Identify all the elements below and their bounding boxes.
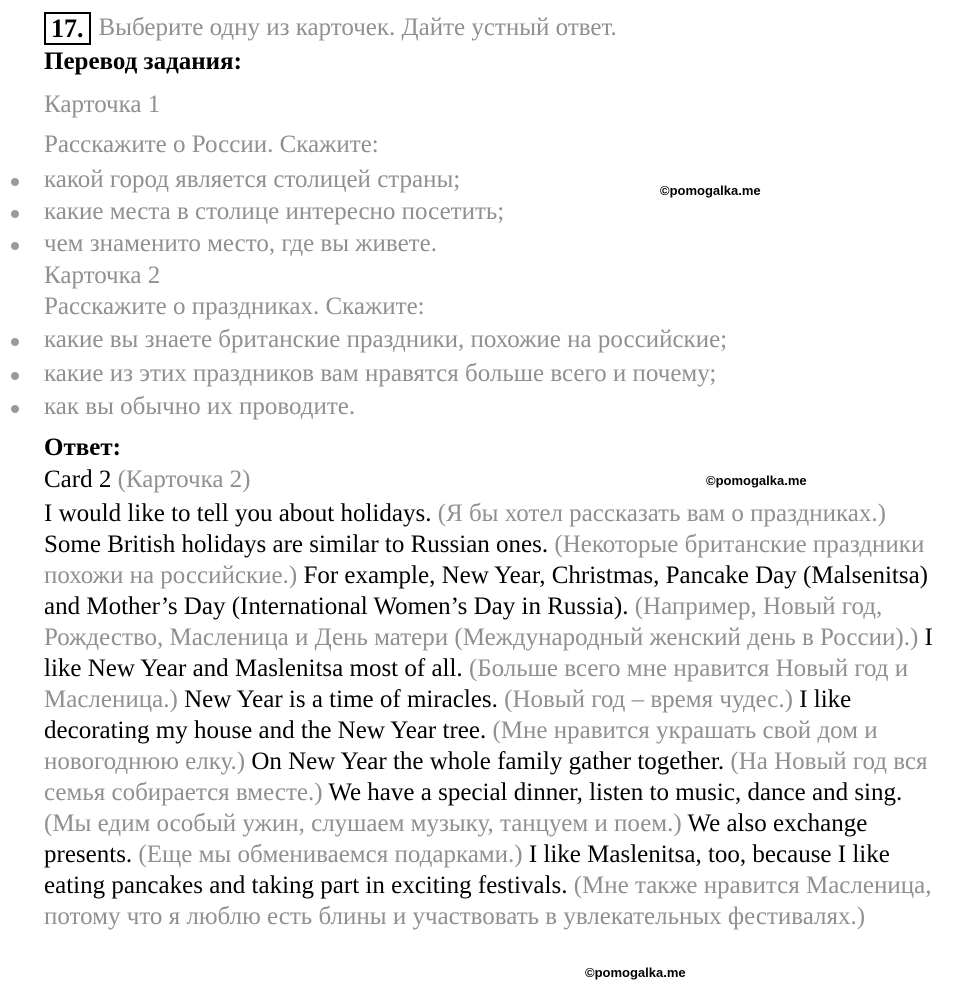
card1-bullet: чем знаменито место, где вы живете. [44, 230, 437, 257]
answer-text [44, 498, 944, 932]
card2-title: Карточка 2 [44, 262, 161, 289]
card2-bullet: какие из этих праздников вам нравятся больше всего и почему; [44, 360, 717, 387]
watermark: ©pomogalka.me [660, 183, 761, 198]
bullet-icon [11, 372, 19, 380]
answer-sentence-en: For example, New Year, Christmas, Pancake Day (Malsenitsa) and Mother’s Day (International Women’s Day in Russia). [44, 562, 928, 620]
answer-sentence-ru: (Например, Новый год, Рождество, Масленица и День матери (Международный женский день в России).) [44, 593, 919, 651]
bullet-icon [11, 178, 19, 186]
card2-bullet: какие вы знаете британские праздники, похожие на российские; [44, 326, 728, 353]
task-header [44, 10, 617, 46]
answer-sentence-ru: (Больше всего мне нравится Новый год и Масленица.) [44, 655, 909, 713]
translation-heading: Перевод задания: [44, 48, 242, 75]
watermark: ©pomogalka.me [585, 965, 686, 980]
answer-sentence-ru: (На Новый год вся семья собирается вместе.) [44, 748, 928, 806]
answer-sentence-en: I like Maslenitsa, too, because I like eating pancakes and taking part in exciting festivals. [44, 841, 890, 899]
bullet-icon [11, 405, 19, 413]
bullet-icon [11, 338, 19, 346]
card1-intro: Расскажите о России. Скажите: [44, 131, 379, 158]
bullet-icon [11, 210, 19, 218]
answer-sentence-ru: (Мне нравится украшать свой дом и новогоднюю елку.) [44, 717, 878, 775]
card1-bullet: какой город является столицей страны; [44, 166, 461, 193]
card2-intro: Расскажите о праздниках. Скажите: [44, 293, 425, 320]
answer-sentence-ru: (Еще мы обмениваемся подарками.) [138, 841, 523, 868]
task-number: 17. [44, 12, 91, 45]
answer-sentence-en: I would like to tell you about holidays. [44, 500, 432, 527]
answer-heading: Ответ: [44, 434, 121, 461]
watermark: ©pomogalka.me [706, 473, 807, 488]
card2-bullet: как вы обычно их проводите. [44, 393, 356, 420]
answer-sentence-en: On New Year the whole family gather together. [251, 748, 725, 775]
answer-sentence-ru: (Некоторые британские праздники похожи на российские.) [44, 531, 925, 589]
answer-card-en: Card 2 [44, 466, 112, 493]
answer-sentence-en: We also exchange presents. [44, 810, 868, 868]
answer-sentence-en: I like New Year and Maslenitsa most of all. [44, 624, 933, 682]
answer-sentence-ru: (Я бы хотел рассказать вам о праздниках.) [437, 500, 886, 527]
answer-sentence-ru: (Мне также нравится Масленица, потому что я люблю есть блины и участвовать в увлекательных фестивалях.) [44, 872, 932, 930]
answer-sentence-en: We have a special dinner, listen to music, dance and sing. [328, 779, 903, 806]
bullet-icon [11, 242, 19, 250]
card1-bullet: какие места в столице интересно посетить; [44, 198, 505, 225]
answer-sentence-en: Some British holidays are similar to Russian ones. [44, 531, 549, 558]
answer-sentence-ru: (Мы едим особый ужин, слушаем музыку, танцуем и поем.) [44, 810, 682, 837]
card1-title: Карточка 1 [44, 91, 161, 118]
answer-sentence-en: New Year is a time of miracles. [184, 686, 498, 713]
answer-card-label [44, 466, 251, 494]
task-instruction: Выберите одну из карточек. Дайте устный ответ. [98, 14, 617, 41]
answer-card-ru: (Карточка 2) [117, 466, 251, 493]
answer-sentence-en: I like decorating my house and the New Year tree. [44, 686, 852, 744]
answer-sentence-ru: (Новый год – время чудес.) [504, 686, 793, 713]
